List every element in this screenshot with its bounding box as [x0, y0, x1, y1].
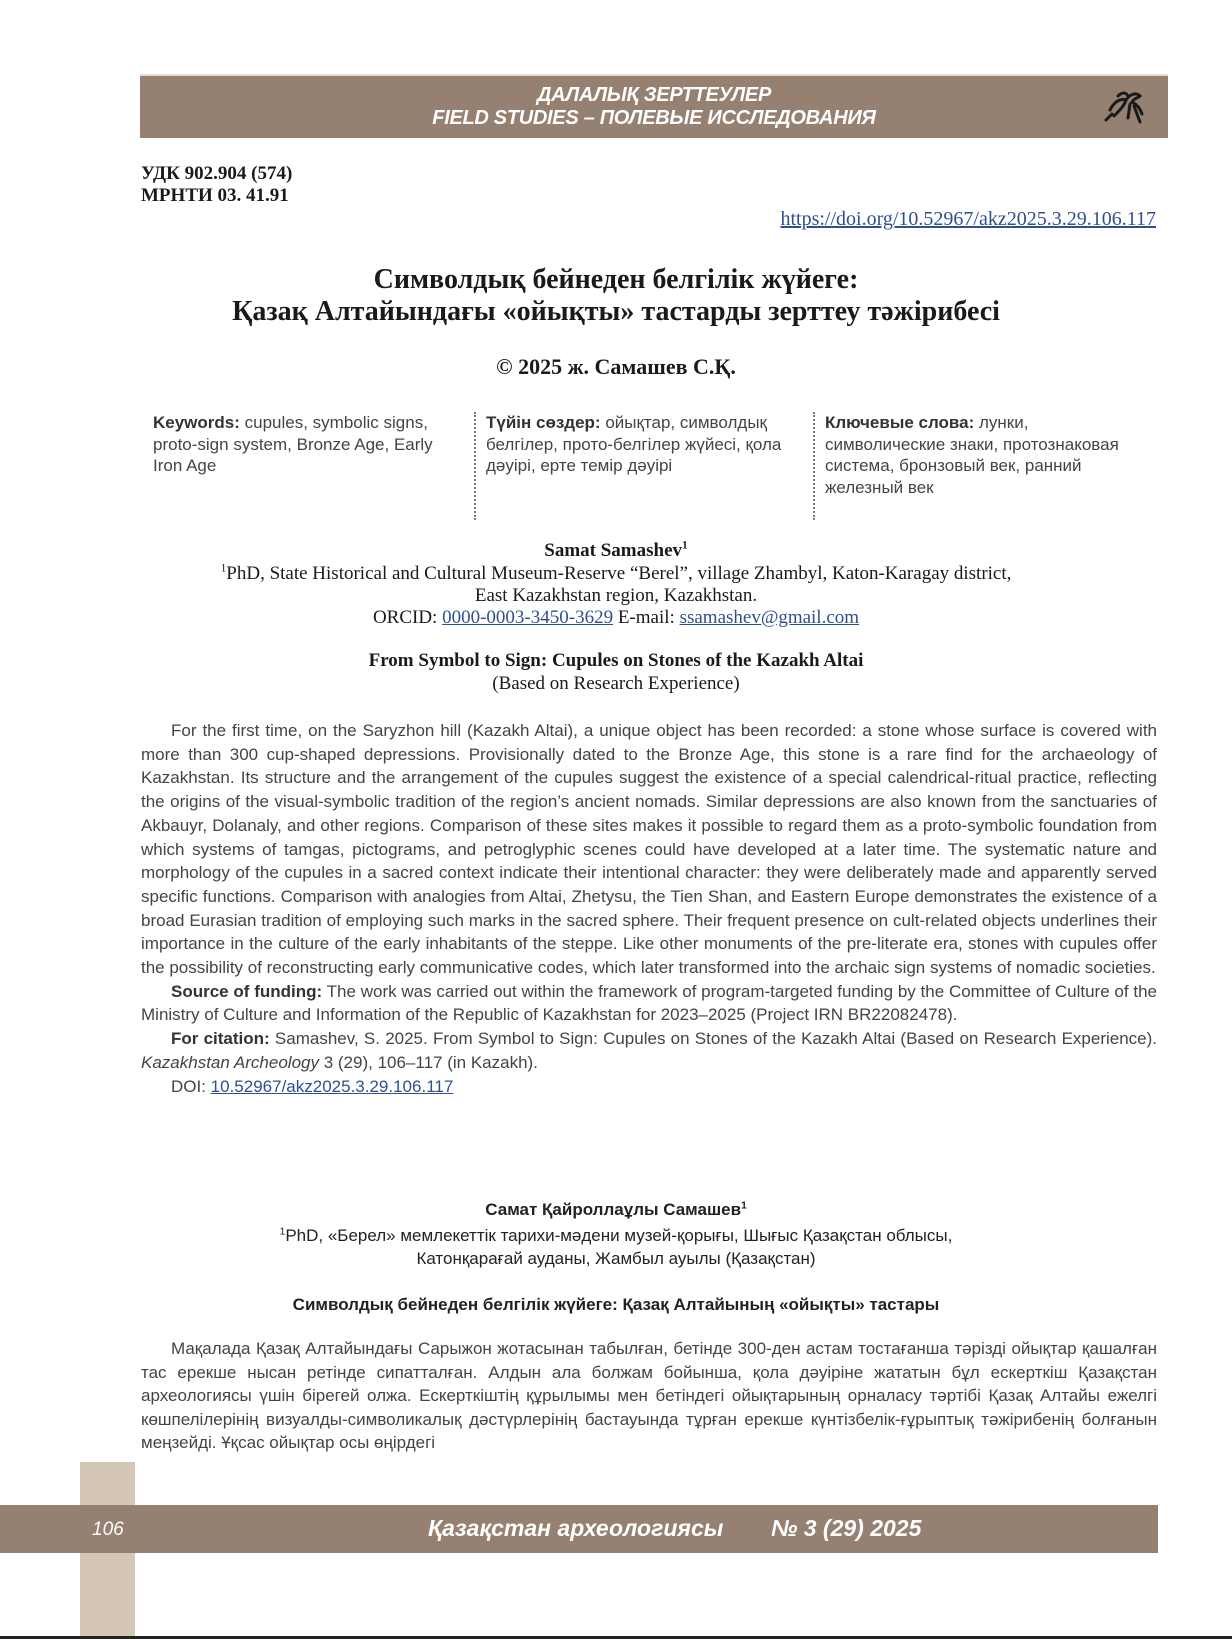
email-link[interactable]: ssamashev@gmail.com — [679, 607, 860, 628]
page-footer-band — [0, 1505, 1158, 1553]
author-affiliation-en: $^1$PhD, State Historical and Cultural Museum-Reserve “Berel”, village Zhambyl, Katon-Karagay district, East Kazakhstan region, Kazakhstan. ORCID: 0000-0003-3450-3629 E-mail: ssamashev@gmail.com — [0, 563, 1232, 629]
journal-name: Қазақстан археологиясы — [428, 1515, 724, 1541]
abstract-en-text: For the first time, on the Saryzhon hill (Kazakh Altai), a unique object has been recorded: a stone whose surface is covered with more than 300 cup-shaped depressions. Provisionally dated to the Bronze Age, this stone is a rare find for the archaeology of Kazakhstan. Its structure and the arrangement of the cupules suggest the existence of a special calendrical-ritual practice, reflecting the origins of the visual-symbolic tradition of the region’s ancient nomads. Similar depressions are also known from the sanctuaries of Akbauyr, Dolanaly, and other regions. Comparison of these sites makes it possible to regard them as a proto-symbolic foundation from which systems of tamgas, pictograms, and petroglyphic scenes could have developed at a later time. The systematic nature and morphology of the cupules in a sacred context indicate their intentional character: they were deliberately made and apparently served specific functions. Comparison with analogies from Altai, Zhetysu, the Tien Shan, and Eastern Europe demonstrates the existence of a broad Eurasian tradition of employing such marks in the sacred sphere. Their frequent presence on cult-related objects underlines their importance in the culture of the early inhabitants of the steppe. Like other monuments of the pre-literate era, stones with cupules offer the possibility of reconstructing early communicative codes, which later transformed into the archaic sign systems of nomadic societies. — [141, 721, 1157, 978]
abstract-kz: Мақалада Қазақ Алтайындағы Сарыжон жотасынан табылған, бетінде 300-ден астам тостағанша тәрізді ойықтар қашалған тас ерекше нысан ретінде сипатталған. Алдын ала болжам бойынша, қола дәуіріне жататын бұл ескерткіш Қазақстан археологиясы үшін бірегей олжа. Ескерткіштің құрылымы мен бетіндегі ойықтарының орналасу тәртібі Қазақ Алтайы ежелгі көшпелілерінің визуалды-символикалық дәстүрлерінің бастауында тұрған ерекше күнтізбелік-ғұрыптық тәжірибенің болғанын меңзейді. Ұқсас ойықтар осы өңірдегі — [141, 1339, 1157, 1452]
page-number: 106 — [92, 1519, 124, 1540]
mrnti-code: МРНТИ 03. 41.91 — [141, 185, 289, 206]
keywords-ru-text: лунки, символические знаки, протознаковая система, бронзовый век, ранний железный век — [825, 413, 1119, 497]
section-header-band — [140, 76, 1168, 138]
horse-rider-petroglyph-icon — [1100, 84, 1150, 128]
keywords-section — [150, 412, 1119, 524]
article-title-en: From Symbol to Sign: Cupules on Stones of the Kazakh Altai — [368, 650, 864, 671]
copyright-line: © 2025 ж. Самашев С.Қ. — [496, 354, 736, 379]
issue-number: № 3 (29) 2025 — [771, 1515, 922, 1541]
title-line-2: Қазақ Алтайындағы «ойықты» тастарды зерттеу тәжірибесі — [232, 296, 1000, 327]
section-title-kz: ДАЛАЛЫҚ ЗЕРТТЕУЛЕР — [537, 84, 771, 106]
keywords-kz-text: ойықтар, символдық белгілер, прото-белгілер жүйесі, қола дәуірі, ерте темір дәуірі — [486, 413, 782, 475]
keywords-ru-label: Ключевые слова: — [825, 413, 975, 432]
citation-paragraph: For citation: Samashev, S. 2025. From Symbol to Sign: Cupules on Stones of the Kazakh Altai (Based on Research Experience). Kazakhstan Archeology 3 (29), 106–117 (in Kazakh). — [141, 1029, 1157, 1072]
contact-line: ORCID: 0000-0003-3450-3629 E-mail: ssamashev@gmail.com — [372, 607, 860, 628]
author-name-en: Samat Samashev$^1$ — [544, 539, 688, 561]
doi-paragraph: DOI: 10.52967/akz2025.3.29.106.117 — [171, 1076, 454, 1096]
abstract-en — [141, 719, 1157, 1098]
author-name-kz: Самат Қайроллаұлы Самашев$^1$ — [485, 1200, 747, 1219]
classification-codes — [141, 163, 292, 207]
keywords-kz — [474, 412, 786, 520]
article-title-kz-short: Символдық бейнеден белгілік жүйеге: Қазақ Алтайының «ойықты» тастары — [292, 1295, 940, 1314]
orcid-link[interactable]: 0000-0003-3450-3629 — [442, 607, 614, 628]
keywords-ru — [813, 412, 1125, 520]
title-line-1: Символдық бейнеден белгілік жүйеге: — [373, 264, 859, 295]
author-affiliation-kz: $^1$PhD, «Берел» мемлекеттік тарихи-мәдени музей-қорығы, Шығыс Қазақстан облысы, Катонқарағай ауданы, Жамбыл ауылы (Қазақстан) — [279, 1226, 953, 1268]
section-title-en-ru: FIELD STUDIES – ПОЛЕВЫЕ ИССЛЕДОВАНИЯ — [432, 107, 876, 129]
article-title-kz — [0, 264, 1232, 328]
keywords-kz-label: Түйін сөздер: — [486, 413, 601, 432]
doi-link[interactable]: 10.52967/akz2025.3.29.106.117 — [210, 1076, 454, 1096]
keywords-en — [153, 412, 463, 477]
funding-paragraph: Source of funding: The work was carried out within the framework of program-targeted funding by the Committee of Culture of the Ministry of Culture and Information of the Republic of Kazakhstan for 2023–2025 (Project IRN BR22082478). — [141, 981, 1157, 1025]
udk-code: УДК 902.904 (574) — [141, 163, 293, 184]
keywords-en-label: Keywords: — [153, 413, 240, 432]
doi-link-top[interactable]: https://doi.org/10.52967/akz2025.3.29.106.117 — [780, 208, 1156, 230]
article-subtitle-en: (Based on Research Experience) — [492, 673, 740, 694]
keywords-en-text: cupules, symbolic signs, proto-sign system, Bronze Age, Early Iron Age — [153, 413, 433, 475]
